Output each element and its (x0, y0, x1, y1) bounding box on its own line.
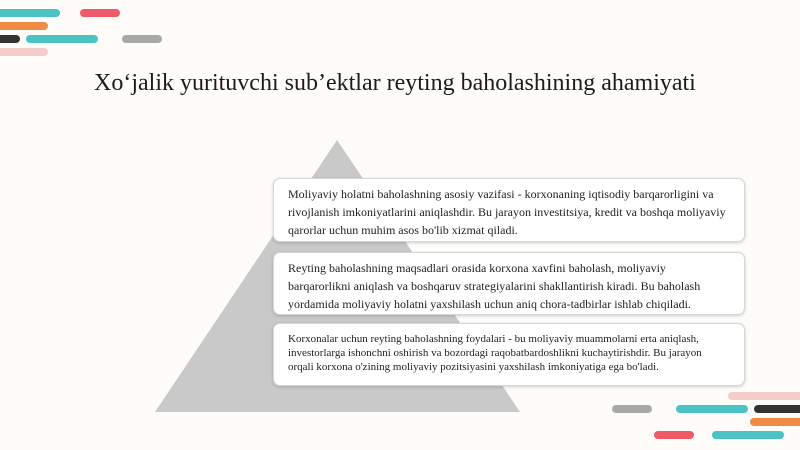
decor-bar-dark-bottom (754, 405, 800, 413)
decor-bar-red-top (80, 9, 120, 17)
slide-title: Xoʻjalik yurituvchi subʼektlar reyting baholashining ahamiyati (94, 70, 696, 96)
decor-bar-gray-top (122, 35, 162, 43)
decor-bar-teal-top-2 (26, 35, 98, 43)
decor-bar-orange-top (0, 22, 48, 30)
info-card-1: Moliyaviy holatni baholashning asosiy vazifasi - korxonaning iqtisodiy barqarorligini va rivojlanish imkoniyatlarini aniqlashdir. Bu jarayon investitsiya, kredit va boshqa moliyaviy qarorlar uchun muhim asos bo'lib xizmat qiladi. (273, 178, 745, 242)
decor-bar-red-bottom (654, 431, 694, 439)
decor-bar-teal-bottom-2 (712, 431, 784, 439)
decor-bar-pink-bottom (728, 392, 800, 400)
decor-bar-gray-bottom (612, 405, 652, 413)
info-card-2: Reyting baholashning maqsadlari orasida korxona xavfini baholash, moliyaviy barqarorlikni aniqlash va boshqaruv strategiyalarini shakllantirish kiradi. Bu baholash yordamida moliyaviy holatni yaxshilash uchun aniq chora-tadbirlar ishlab chiqiladi. (273, 252, 745, 315)
info-card-3: Korxonalar uchun reyting baholashning foydalari - bu moliyaviy muammolarni erta aniqlash, investorlarga ishonchni oshirish va bozordagi raqobatbardoshlikni kuchaytirishdir. Bu jarayon orqali korxona o'zining moliyaviy pozitsiyasini yaxshilash imkoniyatiga ega bo'ladi. (273, 323, 745, 386)
decor-bar-dark-top (0, 35, 20, 43)
decor-bar-teal-bottom (676, 405, 748, 413)
decor-bar-teal-top (0, 9, 60, 17)
decor-bar-pink-top (0, 48, 48, 56)
decor-bar-orange-bottom (750, 418, 800, 426)
